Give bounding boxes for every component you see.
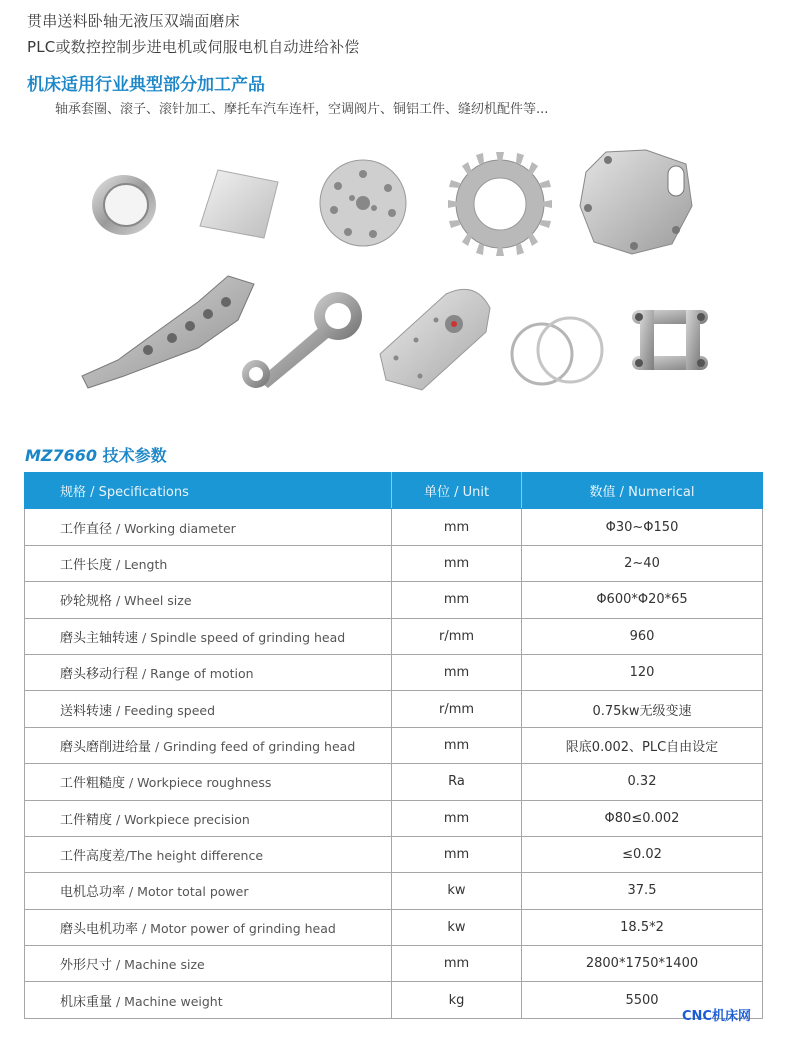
spec-unit-cell: mm bbox=[392, 727, 522, 763]
thin-rings-image bbox=[506, 316, 608, 388]
header-title-line2: PLC或数控控制步进电机或伺服电机自动进给补偿 bbox=[27, 38, 360, 56]
pump-cover-image bbox=[576, 146, 696, 258]
product-gallery bbox=[0, 0, 788, 420]
spec-name-zh: 磨头电机功率 bbox=[60, 921, 139, 937]
model-number: MZ7660 bbox=[25, 446, 98, 465]
header-zh: 单位 bbox=[423, 485, 450, 501]
table-row bbox=[25, 545, 763, 581]
spec-name-cell bbox=[25, 582, 392, 618]
spec-name-en: / Wheel size bbox=[112, 593, 192, 609]
table-row bbox=[25, 873, 763, 909]
table-row bbox=[25, 909, 763, 945]
spec-value-cell: 120 bbox=[522, 654, 763, 690]
bracket-image bbox=[622, 296, 718, 386]
spec-name-zh: 机床重量 bbox=[60, 994, 113, 1010]
spec-value-cell: 2~40 bbox=[522, 545, 763, 581]
header-numerical bbox=[522, 473, 763, 509]
table-row bbox=[25, 582, 763, 618]
square-plate-image bbox=[198, 168, 280, 240]
table-row bbox=[25, 618, 763, 654]
spec-value-cell: Φ600*Φ20*65 bbox=[522, 582, 763, 618]
header-unit bbox=[392, 473, 522, 509]
spec-name-zh: 工件精度 bbox=[60, 812, 113, 828]
products-description: 轴承套圈、滚子、滚针加工、摩托车汽车连杆，空调阀片、铜铝工件、缝纫机配件等... bbox=[55, 102, 549, 117]
header-zh: 规格 bbox=[60, 485, 87, 501]
spec-name-cell bbox=[25, 654, 392, 690]
spec-name-cell bbox=[25, 873, 392, 909]
spec-unit-cell: mm bbox=[392, 582, 522, 618]
table-row bbox=[25, 691, 763, 727]
spec-table-title bbox=[25, 443, 167, 466]
spec-name-en: / Motor total power bbox=[125, 884, 249, 900]
spec-value-cell: 960 bbox=[522, 618, 763, 654]
spec-name-cell bbox=[25, 800, 392, 836]
spec-value-cell: 5500 bbox=[522, 982, 763, 1018]
spec-value-cell: Φ80≤0.002 bbox=[522, 800, 763, 836]
spec-unit-cell: kg bbox=[392, 982, 522, 1018]
spec-name-cell bbox=[25, 982, 392, 1018]
spec-value-cell: 18.5*2 bbox=[522, 909, 763, 945]
lever-arm-image bbox=[78, 272, 260, 392]
spec-unit-cell: kw bbox=[392, 909, 522, 945]
spec-name-cell bbox=[25, 909, 392, 945]
table-row bbox=[25, 836, 763, 872]
header-en: / Numerical bbox=[615, 485, 695, 501]
spec-name-cell bbox=[25, 691, 392, 727]
spec-name-zh: 工件长度 bbox=[60, 557, 113, 573]
spec-name-zh: 电机总功率 bbox=[60, 885, 126, 901]
spec-value-cell: 限底0.002、PLC自由设定 bbox=[522, 727, 763, 763]
spec-value-cell: ≤0.02 bbox=[522, 836, 763, 872]
spec-name-en: / Range of motion bbox=[138, 666, 254, 682]
spec-name-cell bbox=[25, 618, 392, 654]
header-en: / Specifications bbox=[86, 485, 189, 501]
table-row bbox=[25, 982, 763, 1018]
spec-name-en: / Length bbox=[112, 556, 168, 572]
spec-unit-cell: mm bbox=[392, 836, 522, 872]
spec-name-zh: 磨头磨削进给量 bbox=[60, 739, 152, 755]
spec-name-en: / Feeding speed bbox=[112, 702, 216, 718]
spec-name-en: / Grinding feed of grinding head bbox=[151, 738, 356, 754]
connecting-rod-image bbox=[238, 290, 368, 390]
spec-name-en: /The height difference bbox=[125, 848, 264, 864]
spec-unit-cell: Ra bbox=[392, 764, 522, 800]
spec-name-cell bbox=[25, 764, 392, 800]
spec-value-cell: 37.5 bbox=[522, 873, 763, 909]
spec-name-cell bbox=[25, 946, 392, 982]
spec-name-cell bbox=[25, 727, 392, 763]
spec-name-en: / Spindle speed of grinding head bbox=[138, 629, 346, 645]
spec-value-cell: 0.75kw无级变速 bbox=[522, 691, 763, 727]
spec-name-zh: 送料转速 bbox=[60, 703, 113, 719]
spec-name-en: / Machine weight bbox=[112, 993, 223, 1009]
bearing-ring-image bbox=[88, 170, 160, 240]
spec-table bbox=[24, 472, 763, 1019]
header-en: / Unit bbox=[449, 485, 490, 501]
table-row bbox=[25, 509, 763, 545]
spec-name-en: / Machine size bbox=[112, 957, 205, 973]
table-row bbox=[25, 800, 763, 836]
spec-value-cell: 0.32 bbox=[522, 764, 763, 800]
spec-name-cell bbox=[25, 509, 392, 545]
spec-name-en: / Working diameter bbox=[112, 520, 236, 536]
table-row bbox=[25, 727, 763, 763]
spec-name-zh: 磨头主轴转速 bbox=[60, 630, 139, 646]
spec-unit-cell: mm bbox=[392, 946, 522, 982]
spec-name-zh: 磨头移动行程 bbox=[60, 667, 139, 683]
spec-name-en: / Workpiece roughness bbox=[125, 775, 272, 791]
header-title-line1: 贯串送料卧轴无液压双端面磨床 bbox=[27, 12, 240, 30]
spec-unit-cell: mm bbox=[392, 654, 522, 690]
spec-name-zh: 砂轮规格 bbox=[60, 594, 113, 610]
valve-plate-image bbox=[318, 158, 408, 248]
watermark-text: CNC机床网 bbox=[682, 1009, 751, 1024]
table-row bbox=[25, 946, 763, 982]
spec-name-zh: 工件粗糙度 bbox=[60, 776, 126, 792]
header-specifications bbox=[25, 473, 392, 509]
spec-name-zh: 工作直径 bbox=[60, 521, 113, 537]
spec-unit-cell: mm bbox=[392, 509, 522, 545]
table-row bbox=[25, 764, 763, 800]
header-zh: 数值 bbox=[589, 485, 616, 501]
table-row bbox=[25, 654, 763, 690]
spec-name-zh: 外形尺寸 bbox=[60, 958, 113, 974]
spec-name-en: / Workpiece precision bbox=[112, 811, 250, 827]
spec-unit-cell: kw bbox=[392, 873, 522, 909]
spec-name-cell bbox=[25, 836, 392, 872]
spec-table-header-row bbox=[25, 473, 763, 509]
spec-name-en: / Motor power of grinding head bbox=[138, 920, 336, 936]
mounting-plate-image bbox=[376, 284, 496, 394]
spec-unit-cell: mm bbox=[392, 545, 522, 581]
spec-value-cell: 2800*1750*1400 bbox=[522, 946, 763, 982]
spec-table-title-suffix: 技术参数 bbox=[97, 446, 167, 465]
spec-name-cell bbox=[25, 545, 392, 581]
products-section-title: 机床适用行业典型部分加工产品 bbox=[27, 75, 265, 95]
spec-unit-cell: r/mm bbox=[392, 691, 522, 727]
spec-value-cell: Φ30~Φ150 bbox=[522, 509, 763, 545]
spec-unit-cell: mm bbox=[392, 800, 522, 836]
spec-unit-cell: r/mm bbox=[392, 618, 522, 654]
spec-name-zh: 工件高度差 bbox=[60, 849, 126, 865]
gear-image bbox=[446, 150, 554, 258]
